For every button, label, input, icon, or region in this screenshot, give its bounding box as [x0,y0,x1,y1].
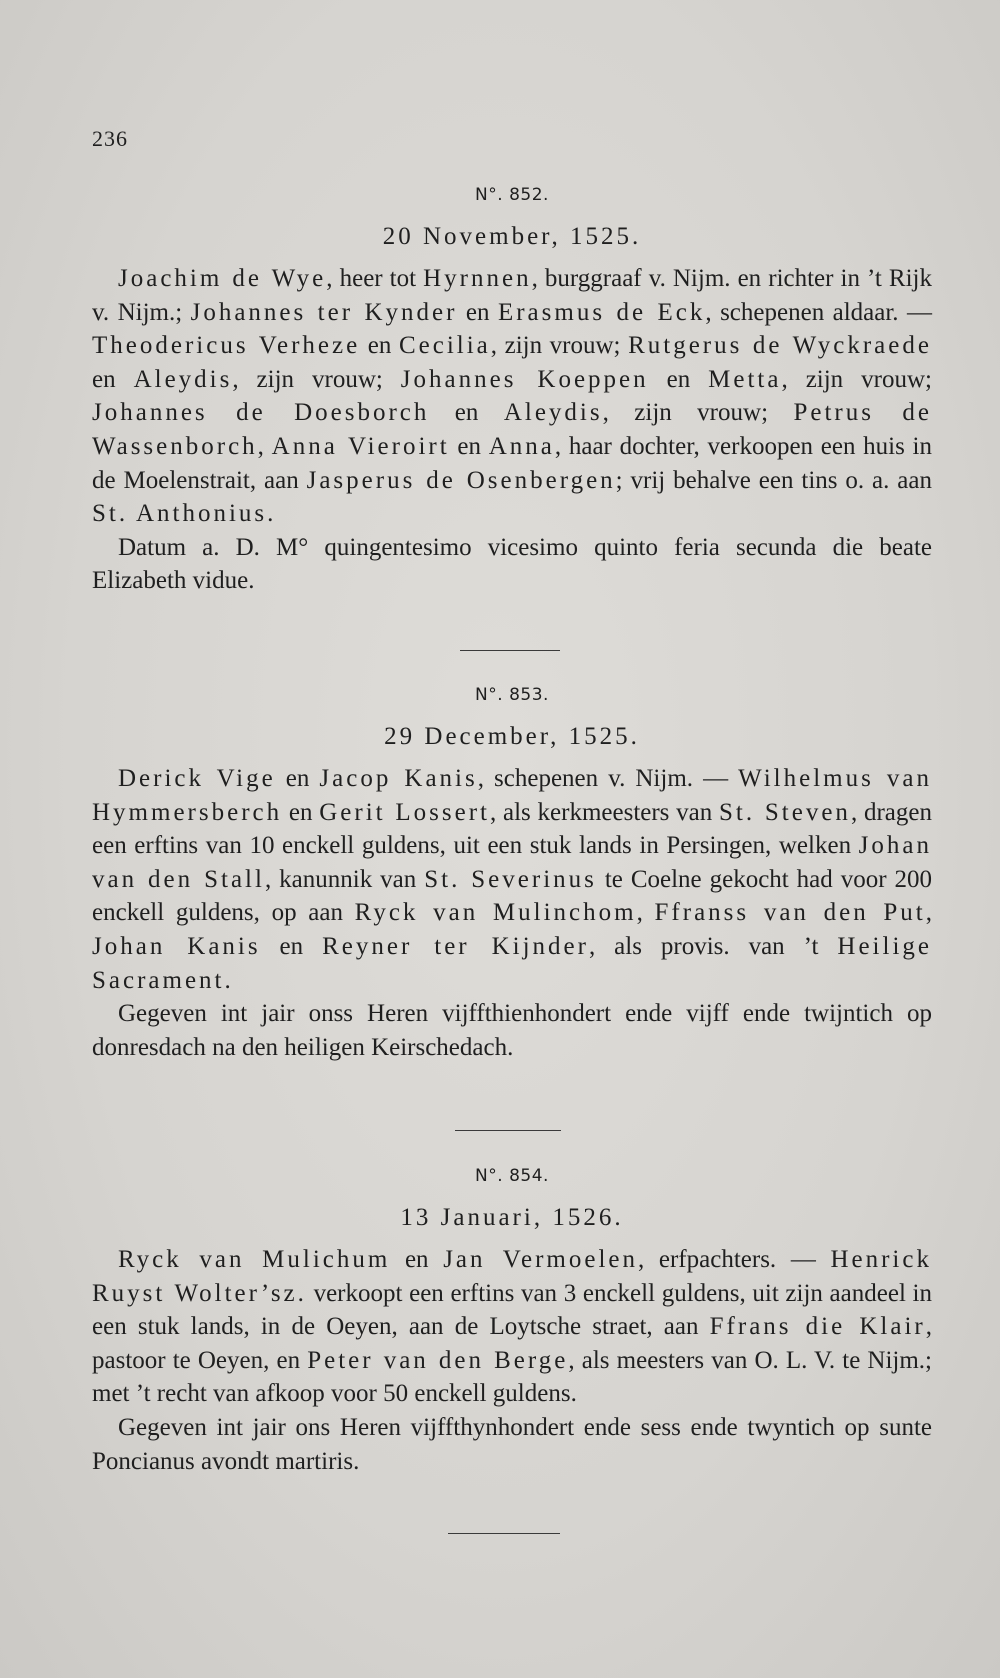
paragraph-text: , [257,432,272,460]
paragraph-text: en [360,332,399,360]
paragraph-text: , kanunnik van [264,865,425,893]
spaced-name-text: Jacop Kanis [319,765,478,792]
spaced-name-text: Metta [708,365,782,393]
paragraph-text: , haar dochter, verkoopen een huis in de Moelenstrait, aan [92,432,932,494]
spaced-name-text: Reyner ter Kijnder [322,932,589,960]
paragraph-text: , als meesters van O. L. V. te Nijm.; met ’t recht van afkoop voor 50 enckell guldens. [92,1346,933,1408]
spaced-name-text: Henrick Ruyst Wolter’sz. [92,1246,932,1307]
spaced-name-text: Cecilia [398,332,491,360]
spaced-name-text: Petrus de Wassenborch [92,399,932,460]
spaced-name-text: Ffrans die Klair [709,1313,926,1341]
entry-number: N°. 853. [475,685,549,705]
paragraph-text: , [636,899,655,927]
paragraph-text: , zijn vrouw; [602,399,794,427]
spaced-name-text: Derick Vige [118,765,276,792]
paragraph-text: Datum a. D. M° quingentesimo vicesimo quinto feria secunda die beate Elizabeth vidue. [92,533,932,595]
spaced-name-text: Ffranss van den Put [654,899,926,927]
spaced-name-text: Gerit Lossert [319,798,490,826]
spaced-name-text: Hyrnnen [423,265,532,292]
spaced-name-text: Theodericus Verheze [92,332,361,360]
spaced-name-text: St. Steven [719,798,851,826]
paragraph-text: en [92,365,134,393]
paragraph-text: ; vrij behalve een tins o. a. aan [615,466,932,494]
spaced-name-text: Heilige Sacrament [92,932,932,994]
paragraph-text: en [390,1246,444,1273]
spaced-name-text: Johan van den Stall [92,832,932,893]
paragraph-text: , schepenen aldaar. — [705,298,932,326]
spaced-name-text: Johannes de Doesborch [92,399,430,427]
page-number: 236 [92,126,128,151]
paragraph-text: , zijn vrouw; [490,332,629,360]
spaced-name-text: Aleydis [503,399,603,427]
paragraph-text: . [267,500,274,528]
spaced-name-text: St. Anthonius [92,500,268,528]
spaced-name-text: Johannes ter Kynder [190,298,458,326]
entry-date: 20 November, 1525. [382,223,642,250]
paragraph-text: Gegeven int jair ons Heren vijffthynhondert ende sess ende twyntich op sunte Poncianus avondt martiris. [92,1413,932,1475]
paragraph-text: verkoopt een erftins van 3 enckell guldens, uit zijn aandeel in een stuk lands, in de Oeyen, aan de Loytsche straet, aan [92,1279,932,1341]
spaced-name-text: Peter van den Berge [307,1346,569,1374]
paragraph-text: en [282,798,320,826]
entry-paragraph [92,1243,932,1411]
entry-paragraph [92,531,932,598]
spaced-name-text: Joachim de Wye [118,265,327,292]
entry-date: 29 December, 1525. [384,723,640,750]
paragraph-text: , heer tot [326,265,424,292]
separator-rule [460,650,560,651]
paragraph-text: , burggraaf v. Nijm. en richter in ’t Rijk v. Nijm.; [92,265,932,326]
entry-paragraph [92,762,932,997]
paragraph-text: , pastoor te Oeyen, en [92,1313,932,1374]
paragraph-text: en [449,432,489,460]
spaced-name-text: Anna Vieroirt [271,432,450,460]
entry-854 [92,1163,932,1478]
entry-853 [92,682,932,1064]
paragraph-text: en [429,399,504,427]
entry-paragraph [92,1411,932,1478]
paragraph-text: , als provis. van ’t [588,932,838,960]
spaced-name-text: Ryck van Mulinchom [354,899,637,927]
paragraph-text: te Coelne gekocht had voor 200 enckell guldens, op aan [92,865,933,927]
paragraph-text: , [925,899,933,927]
paragraph-text: , als kerkmeesters van [489,798,720,826]
spaced-name-text: Johannes Koeppen [400,365,649,393]
entry-number: N°. 852. [475,185,549,205]
paragraph-text: . [224,966,231,994]
entry-852 [92,182,932,598]
spaced-name-text: Erasmus de Eck [497,298,706,326]
entry-number: N°. 854. [475,1166,549,1186]
paragraph-text: , zijn vrouw; [232,365,401,393]
paragraph-text: , schepenen v. Nijm. — [477,765,739,792]
spaced-name-text: Aleydis [133,365,233,393]
spaced-name-text: Ryck van Mulichum [118,1246,391,1273]
paragraph-text: en [648,365,709,393]
paragraph-text: en [457,298,498,326]
paragraph-text: , zijn vrouw; [781,365,932,393]
paragraph-text: Gegeven int jair onss Heren vijffthienhondert ende vijff ende twijntich op donresdach na den heiligen Keirschedach. [92,1000,932,1061]
separator-rule [448,1533,560,1534]
paragraph-text: en [275,765,320,792]
separator-rule [455,1130,561,1131]
entry-paragraph [92,262,932,531]
spaced-name-text: Jan Vermoelen [443,1246,638,1273]
spaced-name-text: St. Severinus [424,865,597,893]
spaced-name-text: Anna [488,432,555,460]
entry-paragraph [92,997,932,1064]
spaced-name-text: Jasperus de Osenbergen [306,466,616,494]
spaced-name-text: Wilhelmus van Hymmersberch [92,765,932,826]
paragraph-text: , erfpachters. — [638,1246,831,1273]
paragraph-text: en [260,932,323,960]
entry-date: 13 Januari, 1526. [400,1204,624,1231]
spaced-name-text: Rutgerus de Wyckraede [628,332,932,360]
paragraph-text: , dragen een erftins van 10 enckell guldens, uit een stuk lands in Persingen, welken [92,798,932,860]
spaced-name-text: Johan Kanis [92,932,261,960]
